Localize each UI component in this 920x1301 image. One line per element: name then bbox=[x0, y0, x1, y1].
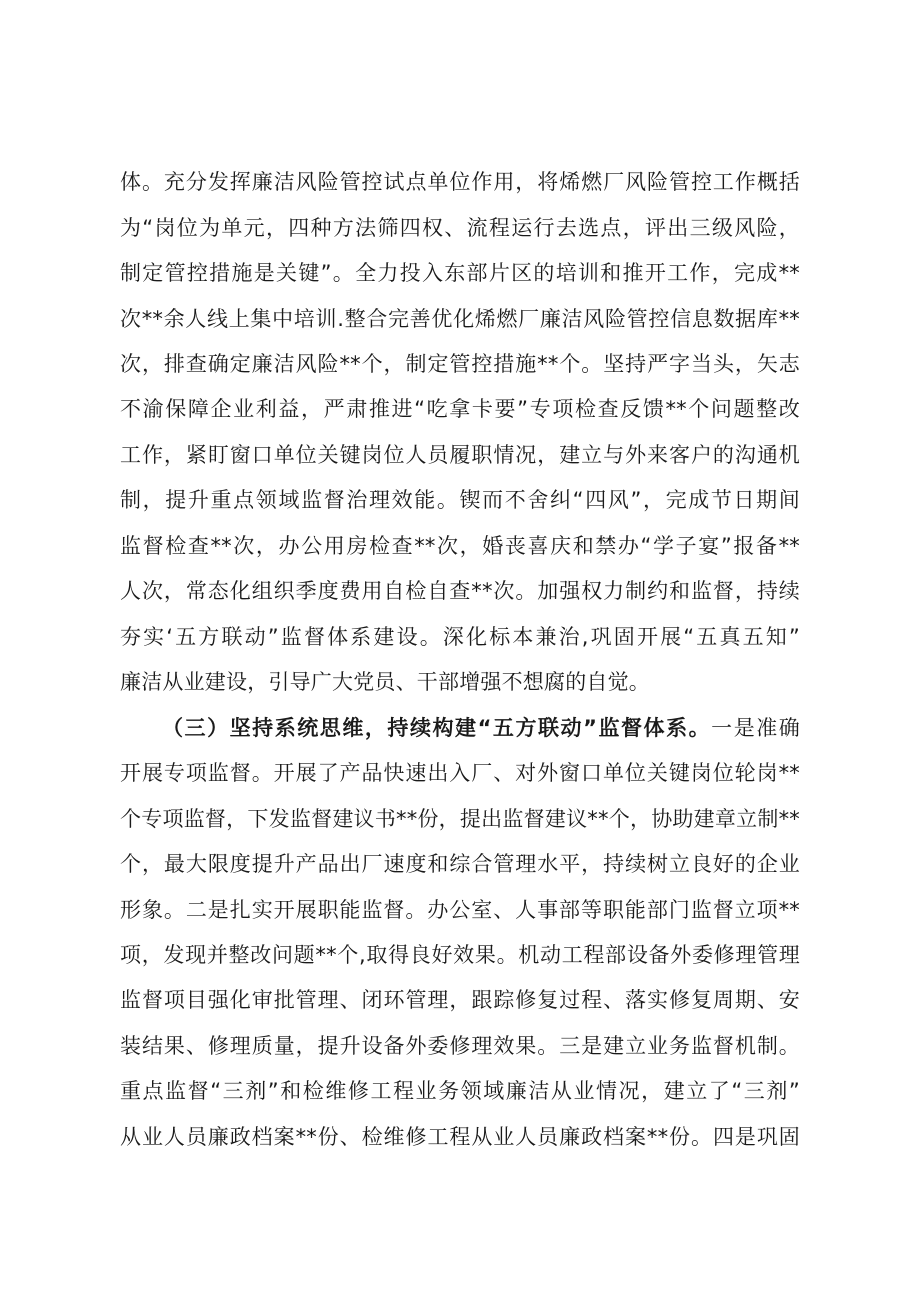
paragraph-1-line-11: 夯实‘五方联动”监督体系建设。深化标本兼治,巩固开展“五真五知” bbox=[120, 625, 800, 649]
paragraph-1-line-5: 次，排查确定廉洁风险**个，制定管控措施**个。坚持严字当头，矢志 bbox=[120, 352, 800, 376]
paragraph-1-line-12: 廉洁从业建设，引导广大党员、干部增强不想腐的自觉。 bbox=[120, 670, 650, 694]
paragraph-2-line-6: 项，发现并整改问题**个,取得良好效果。机动工程部设备外委修理管理 bbox=[120, 943, 800, 967]
paragraph-1-line-7: 工作，紧盯窗口单位关键岗位人员履职情况，建立与外来客户的沟通机 bbox=[120, 443, 800, 467]
paragraph-2-line-10: 从业人员廉政档案**份、检维修工程从业人员廉政档案**份。四是巩固 bbox=[120, 1125, 800, 1149]
paragraph-1-line-4: 次**余人线上集中培训.整合完善优化烯燃厂廉洁风险管控信息数据库** bbox=[120, 307, 800, 331]
paragraph-1-line-9: 监督检查**次，办公用房检查**次，婚丧喜庆和禁办“学子宴”报备** bbox=[120, 534, 800, 558]
paragraph-2-line-5: 形象。二是扎实开展职能监督。办公室、人事部等职能部门监督立项** bbox=[120, 898, 800, 922]
paragraph-1-line-6: 不渝保障企业利益，严肃推进“吃拿卡要”专项检查反馈**个问题整改 bbox=[120, 397, 800, 421]
paragraph-2-line-9: 重点监督“三剂”和检维修工程业务领域廉洁从业情况，建立了“三剂” bbox=[120, 1079, 800, 1103]
paragraph-1-line-2: 为“岗位为单元，四种方法筛四权、流程运行去选点，评出三级风险， bbox=[120, 216, 800, 240]
paragraph-2-line-7: 监督项目强化审批管理、闭环管理，跟踪修复过程、落实修复周期、安 bbox=[120, 988, 800, 1012]
section-heading-continuation: 一是准确 bbox=[711, 716, 800, 740]
paragraph-1-line-1: 体。充分发挥廉洁风险管控试点单位作用，将烯燃厂风险管控工作概括 bbox=[120, 170, 800, 194]
paragraph-2-line-1 bbox=[162, 713, 800, 743]
paragraph-2-line-3: 个专项监督，下发监督建议书**份，提出监督建议**个，协助建章立制** bbox=[120, 807, 800, 831]
paragraph-2-line-2: 开展专项监督。开展了产品快速出入厂、对外窗口单位关键岗位轮岗** bbox=[120, 761, 800, 785]
paragraph-1-line-8: 制，提升重点领域监督治理效能。锲而不舍纠“四风”，完成节日期间 bbox=[120, 488, 800, 512]
paragraph-1-line-10: 人次，常态化组织季度费用自检自查**次。加强权力制约和监督，持续 bbox=[120, 579, 800, 603]
paragraph-1-line-3: 制定管控措施是关键”。全力投入东部片区的培训和推开工作，完成** bbox=[120, 261, 800, 285]
section-heading: （三）坚持系统思维，持续构建“五方联动”监督体系。 bbox=[162, 716, 712, 740]
paragraph-2-line-8: 装结果、修理质量，提升设备外委修理效果。三是建立业务监督机制。 bbox=[120, 1034, 800, 1058]
paragraph-2-line-4: 个，最大限度提升产品出厂速度和综合管理水平，持续树立良好的企业 bbox=[120, 852, 800, 876]
